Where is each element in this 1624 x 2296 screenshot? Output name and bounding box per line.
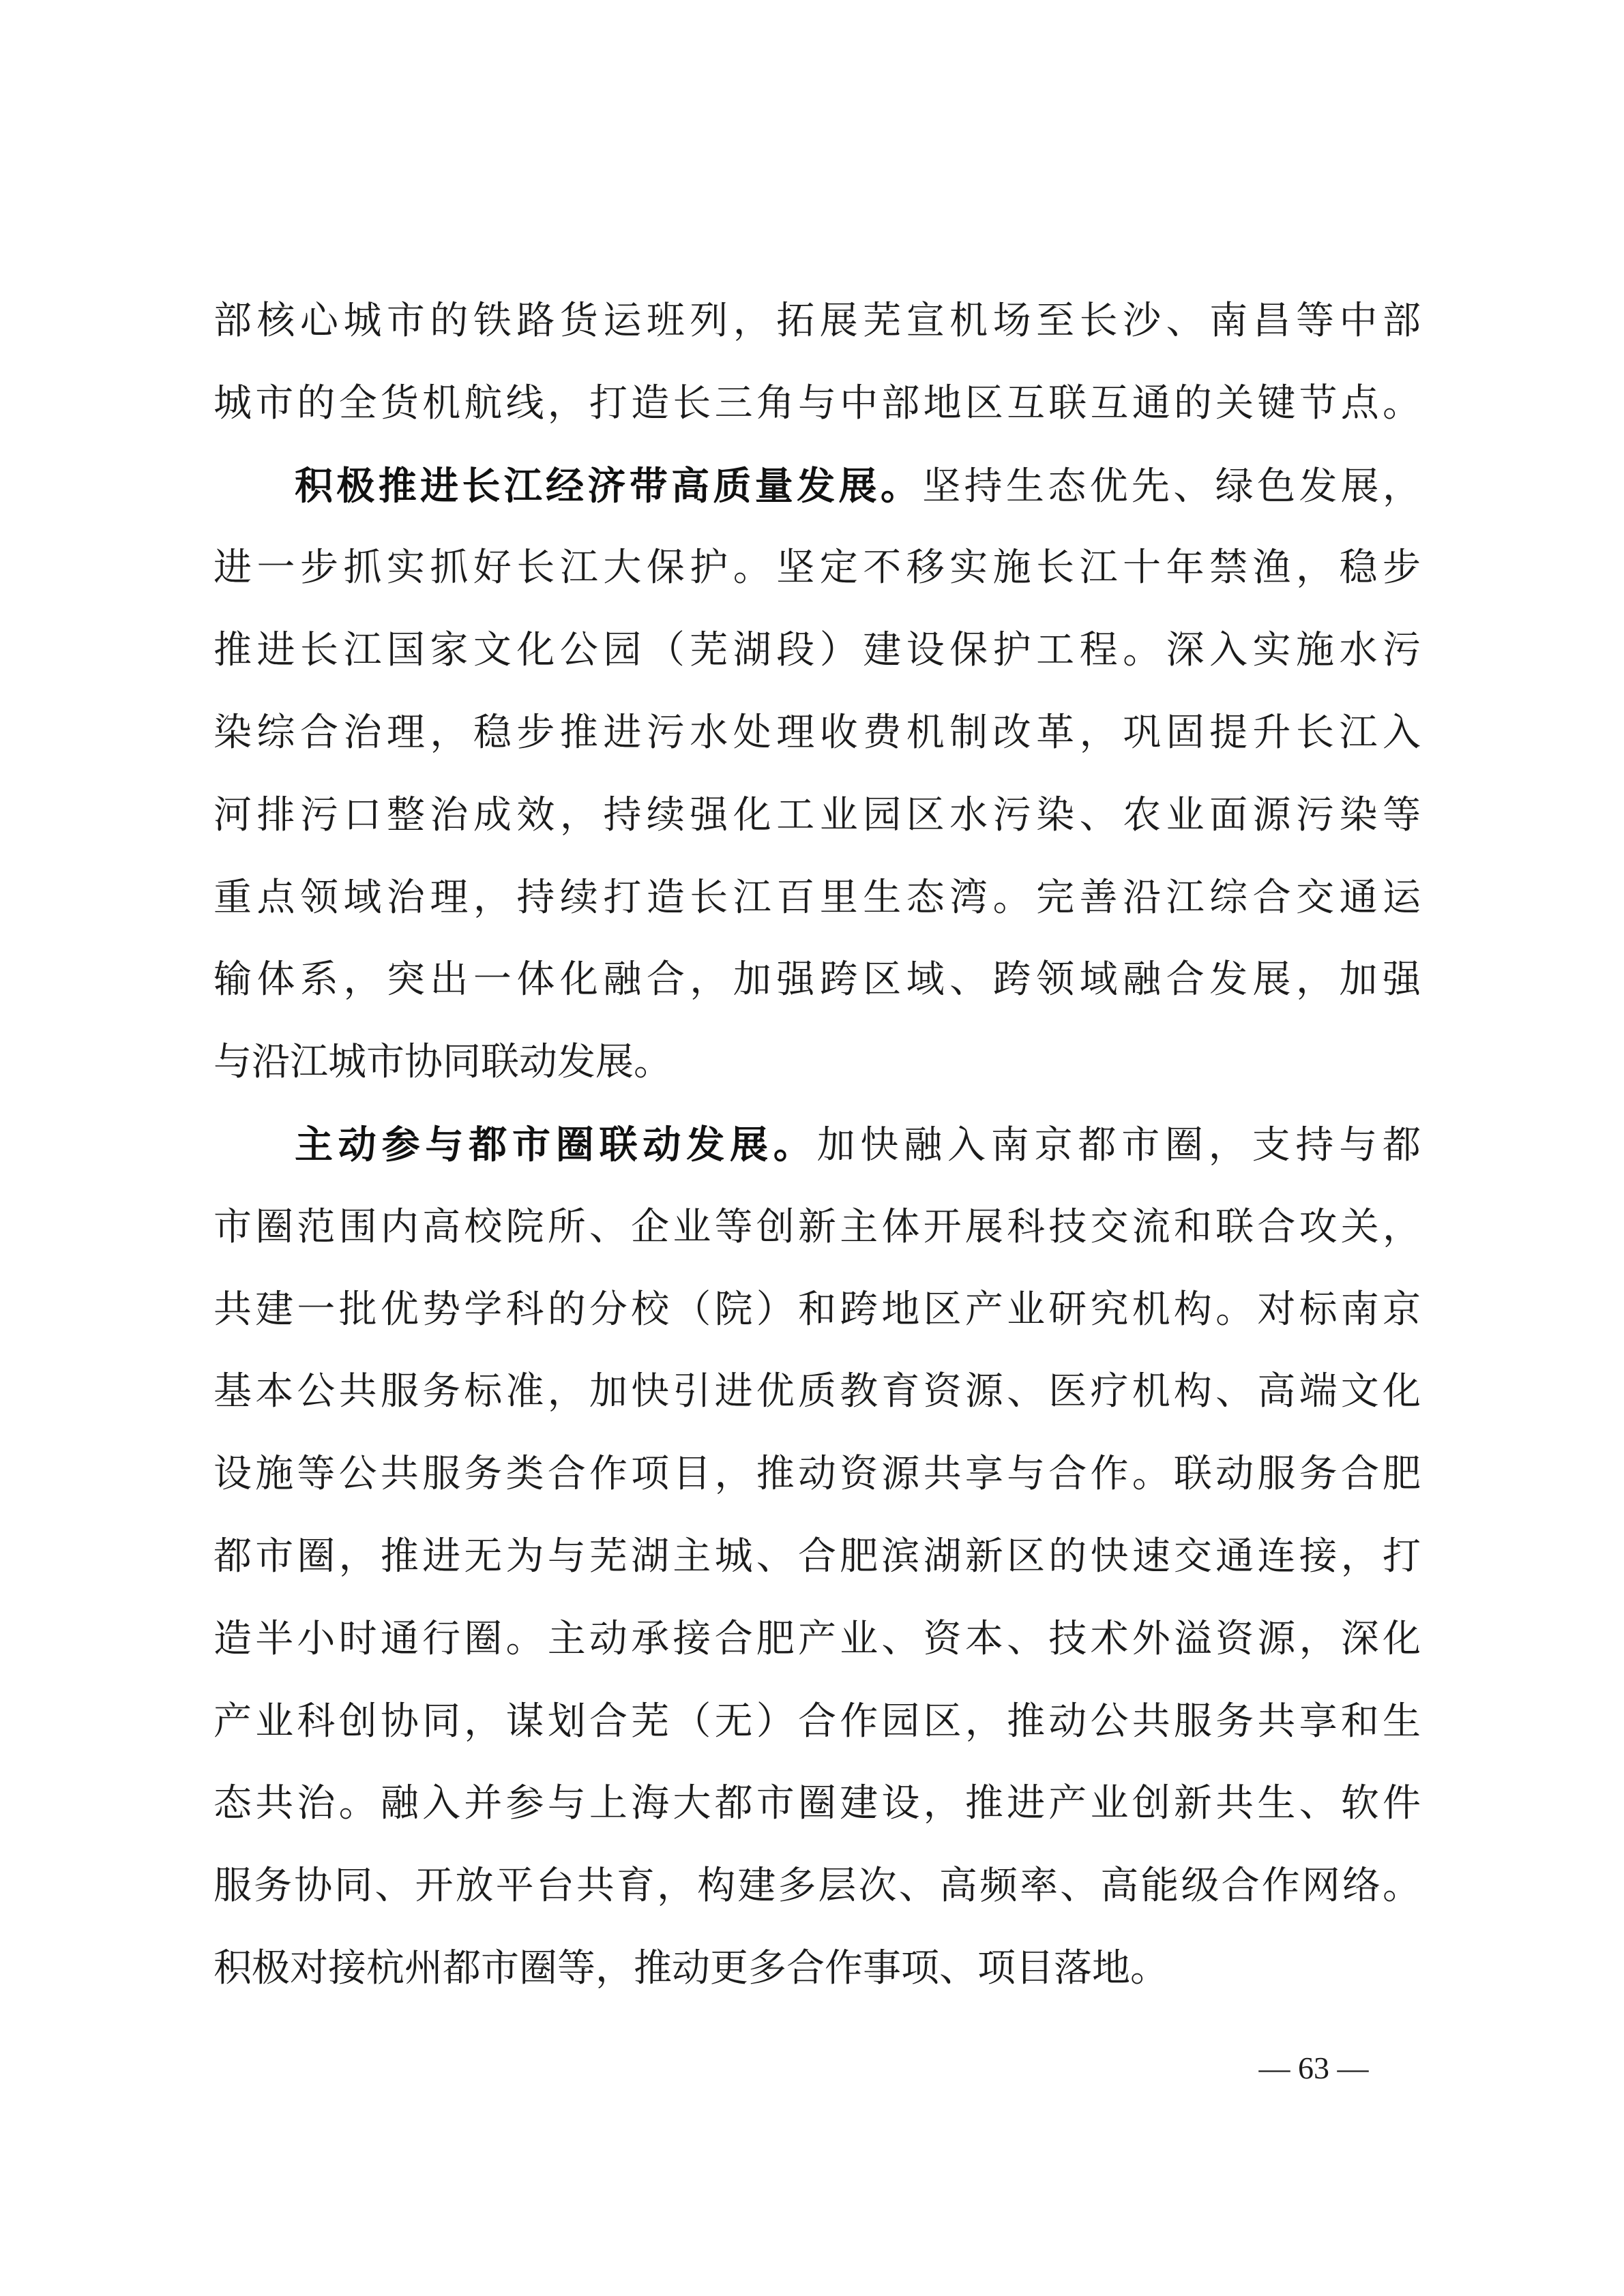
text-line: 推进长江国家文化公园（芜湖段）建设保护工程。深入实施水污 [213, 628, 1421, 672]
text-line: 共建一批优势学科的分校（院）和跨地区产业研究机构。对标南京 [213, 1287, 1421, 1332]
text-line: 都市圈，推进无为与芜湖主城、合肥滨湖新区的快速交通连接，打 [213, 1534, 1421, 1579]
paragraph-lead-metropolitan: 主动参与都市圈联动发展。 [295, 1122, 817, 1167]
text-line: 部核心城市的铁路货运班列，拓展芜宣机场至长沙、南昌等中部 [213, 299, 1421, 343]
text-line: 与沿江城市协同联动发展。 [213, 1040, 672, 1084]
text-line: 河排污口整治成效，持续强化工业园区水污染、农业面源污染等 [213, 793, 1421, 837]
paragraph-heading-line [295, 459, 1421, 513]
text-line: 产业科创协同，谋划合芜（无）合作园区，推动公共服务共享和生 [213, 1699, 1421, 1744]
text-line: 基本公共服务标准，加快引进优质教育资源、医疗机构、高端文化 [213, 1369, 1421, 1414]
paragraph-lead-yangtze: 积极推进长江经济带高质量发展。 [295, 464, 923, 509]
text-line: 进一步抓实抓好长江大保护。坚定不移实施长江十年禁渔，稳步 [213, 546, 1421, 590]
text-line: 重点领域治理，持续打造长江百里生态湾。完善沿江综合交通运 [213, 876, 1421, 920]
text-line: 输体系，突出一体化融合，加强跨区域、跨领域融合发展，加强 [213, 957, 1421, 1002]
page-number: — 63 — [1258, 2051, 1369, 2085]
text-line: 态共治。融入并参与上海大都市圈建设，推进产业创新共生、软件 [213, 1781, 1421, 1825]
text-line: 设施等公共服务类合作项目，推动资源共享与合作。联动服务合肥 [213, 1452, 1421, 1496]
text-line: 市圈范围内高校院所、企业等创新主体开展科技交流和联合攻关， [213, 1205, 1421, 1249]
text-line: 染综合治理，稳步推进污水处理收费机制改革，巩固提升长江入 [213, 711, 1421, 755]
text-line: 城市的全货机航线，打造长三角与中部地区互联互通的关键节点。 [213, 381, 1421, 426]
text-run: 坚持生态优先、绿色发展， [922, 464, 1421, 509]
text-line: 服务协同、开放平台共育，构建多层次、高频率、高能级合作网络。 [213, 1864, 1421, 1908]
text-run: 加快融入南京都市圈，支持与都 [816, 1123, 1421, 1167]
paragraph-heading-line [295, 1118, 1421, 1172]
text-line: 造半小时通行圈。主动承接合肥产业、资本、技术外溢资源，深化 [213, 1617, 1421, 1661]
text-line: 积极对接杭州都市圈等，推动更多合作事项、项目落地。 [213, 1946, 1168, 1991]
